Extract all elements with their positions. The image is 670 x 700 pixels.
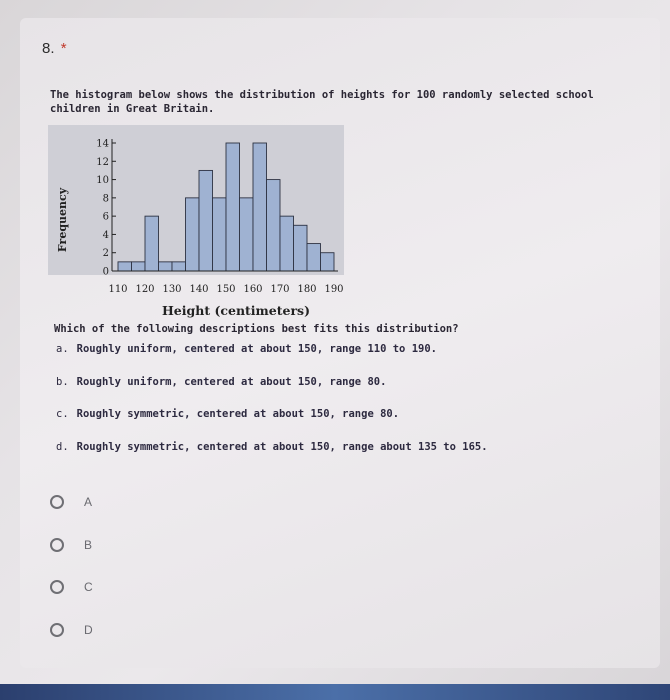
y-tick-label: 14	[96, 138, 109, 150]
histogram-chart	[48, 125, 358, 320]
histogram-bar	[199, 170, 213, 271]
option-d-radio[interactable]	[50, 623, 93, 637]
histogram-bar	[213, 198, 227, 271]
y-tick-label: 8	[102, 193, 109, 205]
histogram-bar	[159, 262, 173, 271]
description-a	[56, 343, 437, 355]
taskbar	[0, 684, 670, 700]
question-number	[42, 40, 67, 57]
description-d	[56, 441, 488, 453]
description-text: Roughly uniform, centered at about 150, range 80.	[76, 376, 387, 388]
x-tick-label: 170	[270, 284, 290, 295]
question-prompt	[50, 88, 610, 116]
option-d-label[interactable]: D	[84, 623, 93, 637]
x-tick-label: 140	[189, 284, 209, 295]
description-letter: b.	[56, 376, 69, 388]
option-b-label[interactable]: B	[84, 538, 93, 552]
option-a-radio[interactable]	[50, 495, 92, 509]
histogram-bar	[226, 143, 240, 271]
radio-circle-icon[interactable]	[50, 623, 64, 637]
x-tick-label: 120	[135, 284, 155, 295]
histogram-bar	[267, 180, 281, 271]
x-tick-label: 160	[243, 284, 263, 295]
y-tick-label: 2	[102, 248, 109, 260]
x-tick-label: 190	[324, 284, 344, 295]
y-tick-label: 4	[102, 229, 109, 241]
option-c-label[interactable]: C	[84, 580, 93, 594]
description-letter: a.	[56, 343, 69, 355]
histogram-bar	[240, 198, 254, 271]
x-tick-label: 110	[108, 284, 128, 295]
description-text: Roughly symmetric, centered at about 150, range about 135 to 165.	[76, 441, 488, 453]
required-mark: *	[60, 40, 67, 57]
description-c	[56, 408, 399, 420]
option-c-radio[interactable]	[50, 580, 93, 594]
description-letter: d.	[56, 441, 69, 453]
histogram-bar	[172, 262, 186, 271]
histogram-bar	[253, 143, 267, 271]
x-tick-label: 150	[216, 284, 236, 295]
prompt-line-2: children in Great Britain.	[50, 103, 215, 115]
histogram-bar	[186, 198, 200, 271]
histogram-bar	[132, 262, 146, 271]
histogram-bar	[321, 253, 335, 271]
histogram-bar	[294, 225, 308, 271]
option-b-radio[interactable]	[50, 538, 92, 552]
description-text: Roughly symmetric, centered at about 150, range 80.	[76, 408, 400, 420]
description-text: Roughly uniform, centered at about 150, range 110 to 190.	[76, 343, 437, 355]
histogram-bar	[280, 216, 294, 271]
radio-circle-icon[interactable]	[50, 580, 64, 594]
prompt-line-1: The histogram below shows the distribution of heights for 100 randomly selected school	[50, 89, 594, 101]
x-tick-label: 180	[297, 284, 317, 295]
histogram-bar	[118, 262, 132, 271]
y-tick-label: 10	[96, 175, 109, 187]
histogram-bar	[145, 216, 159, 271]
question-ask: Which of the following descriptions best fits this distribution?	[54, 323, 459, 335]
question-number-text: 8.	[42, 40, 55, 57]
y-tick-label: 12	[96, 156, 109, 168]
description-b	[56, 376, 386, 388]
histogram-bar	[307, 244, 321, 271]
radio-circle-icon[interactable]	[50, 538, 64, 552]
x-axis-label: Height (centimeters)	[162, 303, 310, 318]
radio-circle-icon[interactable]	[50, 495, 64, 509]
description-letter: c.	[56, 408, 69, 420]
x-tick-label: 130	[162, 284, 182, 295]
y-tick-label: 0	[102, 266, 109, 278]
y-tick-label: 6	[102, 211, 109, 223]
option-a-label[interactable]: A	[84, 495, 93, 509]
y-axis-label: Frequency	[56, 187, 69, 253]
